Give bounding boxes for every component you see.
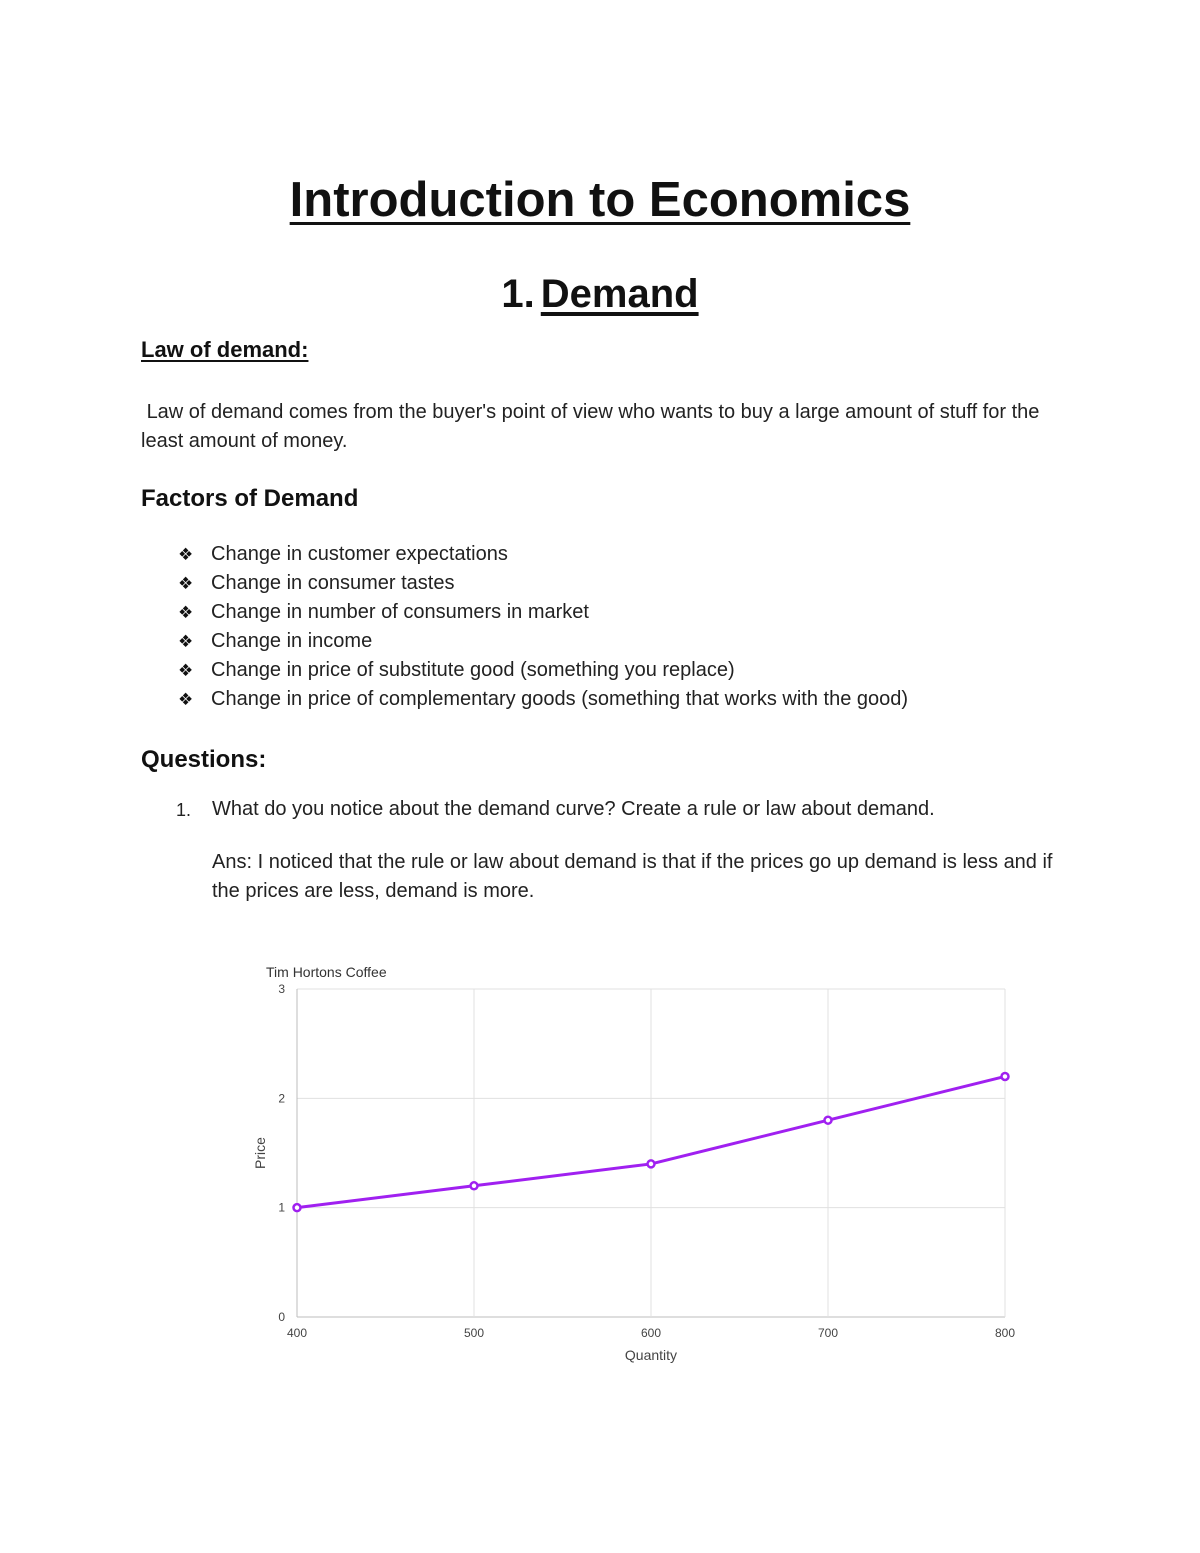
factor-text: Change in number of consumers in market <box>211 601 589 623</box>
x-tick-label: 700 <box>817 1326 839 1340</box>
x-tick-label: 600 <box>640 1326 662 1340</box>
data-point <box>294 1204 301 1211</box>
y-tick-label: 0 <box>278 1310 285 1324</box>
list-item <box>178 598 908 627</box>
data-point <box>1002 1073 1009 1080</box>
y-axis-label: Price <box>252 1137 268 1169</box>
x-tick-label: 800 <box>994 1326 1016 1340</box>
section-heading <box>0 272 1200 317</box>
factor-text: Change in consumer tastes <box>211 572 455 594</box>
factors-heading: Factors of Demand <box>141 485 359 512</box>
diamond-bullet-icon: ❖ <box>178 661 194 680</box>
x-axis-label: Quantity <box>624 1347 678 1363</box>
x-tick-label: 400 <box>286 1326 308 1340</box>
list-item <box>178 540 908 569</box>
data-point <box>471 1182 478 1189</box>
diamond-bullet-icon: ❖ <box>178 545 194 564</box>
factors-list <box>178 540 908 714</box>
factor-text: Change in customer expectations <box>211 543 508 565</box>
section-number: 1. <box>501 272 535 316</box>
list-item <box>178 685 908 714</box>
diamond-bullet-icon: ❖ <box>178 603 194 622</box>
y-tick-label: 1 <box>278 1200 285 1215</box>
y-tick-label: 2 <box>278 1091 285 1106</box>
factor-text: Change in income <box>211 630 373 652</box>
questions-heading: Questions: <box>141 746 267 773</box>
chart-gridlines <box>297 989 1005 1317</box>
question-number: 1. <box>176 800 192 820</box>
y-tick-label: 3 <box>278 982 285 996</box>
list-item <box>178 656 908 685</box>
question-answer: Ans: I noticed that the rule or law about demand is that if the prices go up demand is less and if the prices are less, demand is more. <box>212 851 1053 902</box>
y-axis-ticks <box>278 982 285 1324</box>
section-label: Demand <box>540 272 699 316</box>
page-title: Introduction to Economics <box>289 173 911 227</box>
question-text: What do you notice about the demand curve? Create a rule or law about demand. <box>212 798 935 820</box>
diamond-bullet-icon: ❖ <box>178 574 194 593</box>
x-tick-label: 500 <box>463 1326 485 1340</box>
chart-title: Tim Hortons Coffee <box>266 964 387 980</box>
factor-text: Change in price of substitute good (something you replace) <box>211 659 735 681</box>
list-item <box>178 569 908 598</box>
data-point <box>648 1160 655 1167</box>
diamond-bullet-icon: ❖ <box>178 632 194 651</box>
data-point <box>825 1117 832 1124</box>
diamond-bullet-icon: ❖ <box>178 690 194 709</box>
law-of-demand-heading: Law of demand: <box>141 337 309 362</box>
demand-line-chart <box>240 955 1040 1375</box>
law-of-demand-text: Law of demand comes from the buyer's point of view who wants to buy a large amount of stuff for the least amount of money. <box>141 401 1045 452</box>
x-axis-ticks <box>287 1326 1015 1340</box>
list-item <box>178 627 908 656</box>
factor-text: Change in price of complementary goods (something that works with the good) <box>211 688 909 710</box>
